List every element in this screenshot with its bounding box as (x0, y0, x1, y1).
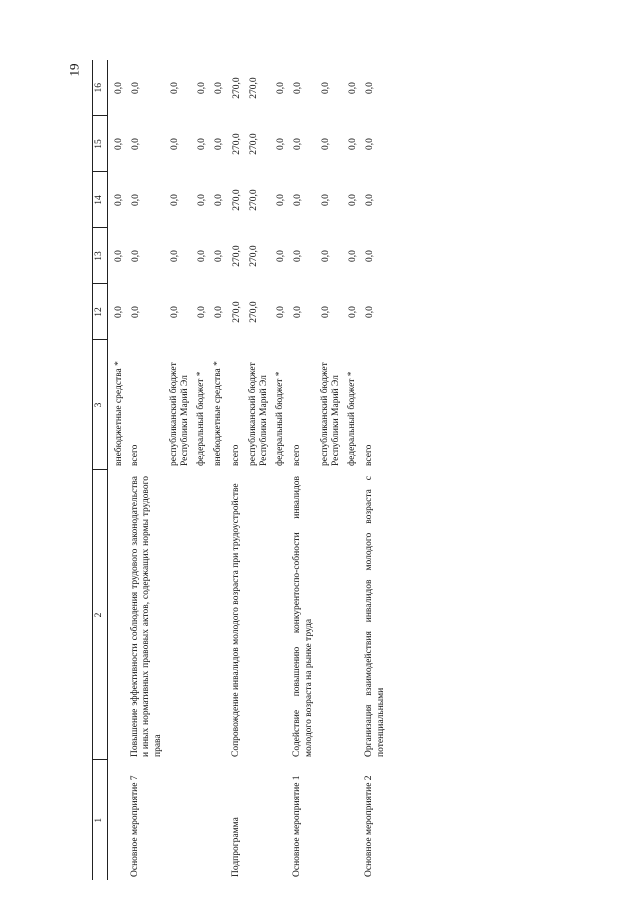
value-cell: 0,0 (348, 194, 359, 206)
value-cell: 0,0 (131, 194, 142, 206)
event-cell: Основное мероприятие 2 (364, 775, 375, 877)
col-header: 12 (93, 284, 108, 340)
value-cell: 0,0 (197, 82, 208, 94)
event-cell (108, 760, 129, 880)
value-cell: 0,0 (320, 138, 331, 150)
value-cell: 270,0 (248, 245, 259, 267)
value-cell: 0,0 (214, 194, 225, 206)
funding-source-cell: республиканский бюджет Республики Марий Эл (168, 362, 191, 466)
event-cell (211, 760, 228, 880)
table-body (108, 60, 390, 880)
value-cell: 0,0 (293, 306, 304, 318)
value-cell: 0,0 (365, 138, 376, 150)
value-cell: 0,0 (169, 138, 180, 150)
value-cell: 270,0 (248, 189, 259, 211)
value-cell: 270,0 (231, 245, 242, 267)
description-cell: Повышение эффективности соблюдения трудового законодательства и иных нормативных правовых актов, содержащих нормы трудового права (130, 476, 163, 757)
value-cell: 0,0 (169, 194, 180, 206)
value-cell: 0,0 (169, 250, 180, 262)
value-cell: 0,0 (169, 82, 180, 94)
table-row (229, 60, 246, 880)
funding-source-cell: всего (230, 444, 241, 466)
value-cell: 0,0 (348, 306, 359, 318)
funding-source-cell: всего (364, 444, 375, 466)
table-row (345, 60, 362, 880)
description-cell (108, 470, 129, 760)
funding-source-cell: республиканский бюджет Республики Марий Эл (319, 362, 342, 466)
table-row (194, 60, 211, 880)
value-cell: 0,0 (131, 306, 142, 318)
event-cell (273, 760, 290, 880)
value-cell: 0,0 (276, 82, 287, 94)
value-cell: 0,0 (365, 194, 376, 206)
funding-source-cell: федеральный бюджет * (347, 371, 358, 466)
value-cell: 270,0 (231, 77, 242, 99)
value-cell: 270,0 (231, 301, 242, 323)
value-cell: 0,0 (114, 82, 124, 94)
value-cell: 0,0 (197, 306, 208, 318)
value-cell: 0,0 (169, 306, 180, 318)
funding-source-cell: внебюджетные средства * (213, 361, 224, 466)
value-cell: 0,0 (365, 250, 376, 262)
value-cell: 0,0 (293, 194, 304, 206)
value-cell: 0,0 (197, 250, 208, 262)
rotated-table-wrapper (92, 60, 602, 880)
description-cell (273, 470, 290, 760)
value-cell: 0,0 (114, 250, 124, 262)
funding-source-cell: всего (292, 444, 303, 466)
value-cell: 270,0 (248, 301, 259, 323)
value-cell: 0,0 (320, 250, 331, 262)
value-cell: 0,0 (214, 306, 225, 318)
value-cell: 270,0 (248, 77, 259, 99)
value-cell: 0,0 (293, 82, 304, 94)
value-cell: 0,0 (276, 138, 287, 150)
header-row (93, 60, 108, 880)
value-cell: 0,0 (320, 82, 331, 94)
value-cell: 0,0 (348, 82, 359, 94)
value-cell: 0,0 (131, 250, 142, 262)
page-number: 19 (66, 63, 82, 77)
value-cell: 0,0 (214, 250, 225, 262)
description-cell (167, 470, 194, 760)
table-row (167, 60, 194, 880)
event-cell: Основное мероприятие 7 (130, 775, 141, 877)
value-cell: 0,0 (276, 194, 287, 206)
table-row (246, 60, 273, 880)
funding-source-cell: федеральный бюджет * (275, 371, 286, 466)
table-row (290, 60, 317, 880)
funding-source-cell: федеральный бюджет * (196, 371, 207, 466)
funding-source-cell: внебюджетные средства * (114, 361, 124, 466)
col-header: 2 (93, 470, 108, 760)
col-header: 16 (93, 60, 108, 116)
table-row (362, 60, 389, 880)
event-cell (318, 760, 345, 880)
funding-source-cell: республиканский бюджет Республики Марий Эл (247, 362, 270, 466)
event-cell (194, 760, 211, 880)
event-cell (345, 760, 362, 880)
event-cell: Подпрограмма (230, 817, 241, 877)
funding-source-cell: всего (130, 444, 141, 466)
value-cell: 0,0 (114, 306, 124, 318)
value-cell: 0,0 (131, 138, 142, 150)
value-cell: 0,0 (320, 194, 331, 206)
value-cell: 0,0 (348, 138, 359, 150)
value-cell: 0,0 (293, 138, 304, 150)
description-cell: Содействие повышению конкурентоспо-собности инвалидов молодого возраста на рынке труда (292, 476, 314, 757)
value-cell: 0,0 (276, 306, 287, 318)
description-cell: Организация взаимодействия инвалидов молодого возраста с потенциальными (364, 476, 386, 757)
table-row (318, 60, 345, 880)
col-header: 14 (93, 172, 108, 228)
description-cell (246, 470, 273, 760)
col-header: 15 (93, 116, 108, 172)
description-cell (211, 470, 228, 760)
value-cell: 0,0 (114, 138, 124, 150)
value-cell: 270,0 (231, 133, 242, 155)
value-cell: 0,0 (348, 250, 359, 262)
value-cell: 0,0 (197, 194, 208, 206)
table-row (108, 60, 129, 880)
col-header: 13 (93, 228, 108, 284)
col-header: 1 (93, 760, 108, 880)
table-row (128, 60, 167, 880)
description-cell: Сопровождение инвалидов молодого возраста при трудоустройстве (230, 483, 241, 757)
value-cell: 0,0 (365, 82, 376, 94)
value-cell: 270,0 (231, 189, 242, 211)
event-cell (246, 760, 273, 880)
description-cell (318, 470, 345, 760)
value-cell: 0,0 (197, 138, 208, 150)
value-cell: 0,0 (114, 194, 124, 206)
value-cell: 0,0 (365, 306, 376, 318)
col-header: 3 (93, 340, 108, 470)
value-cell: 0,0 (131, 82, 142, 94)
value-cell: 0,0 (214, 82, 225, 94)
value-cell: 0,0 (214, 138, 225, 150)
event-cell (167, 760, 194, 880)
value-cell: 0,0 (320, 306, 331, 318)
value-cell: 0,0 (276, 250, 287, 262)
description-cell (345, 470, 362, 760)
value-cell: 0,0 (293, 250, 304, 262)
budget-table (92, 60, 390, 880)
description-cell (194, 470, 211, 760)
event-cell: Основное мероприятие 1 (292, 775, 303, 877)
value-cell: 270,0 (248, 133, 259, 155)
table-row (211, 60, 228, 880)
table-row (273, 60, 290, 880)
